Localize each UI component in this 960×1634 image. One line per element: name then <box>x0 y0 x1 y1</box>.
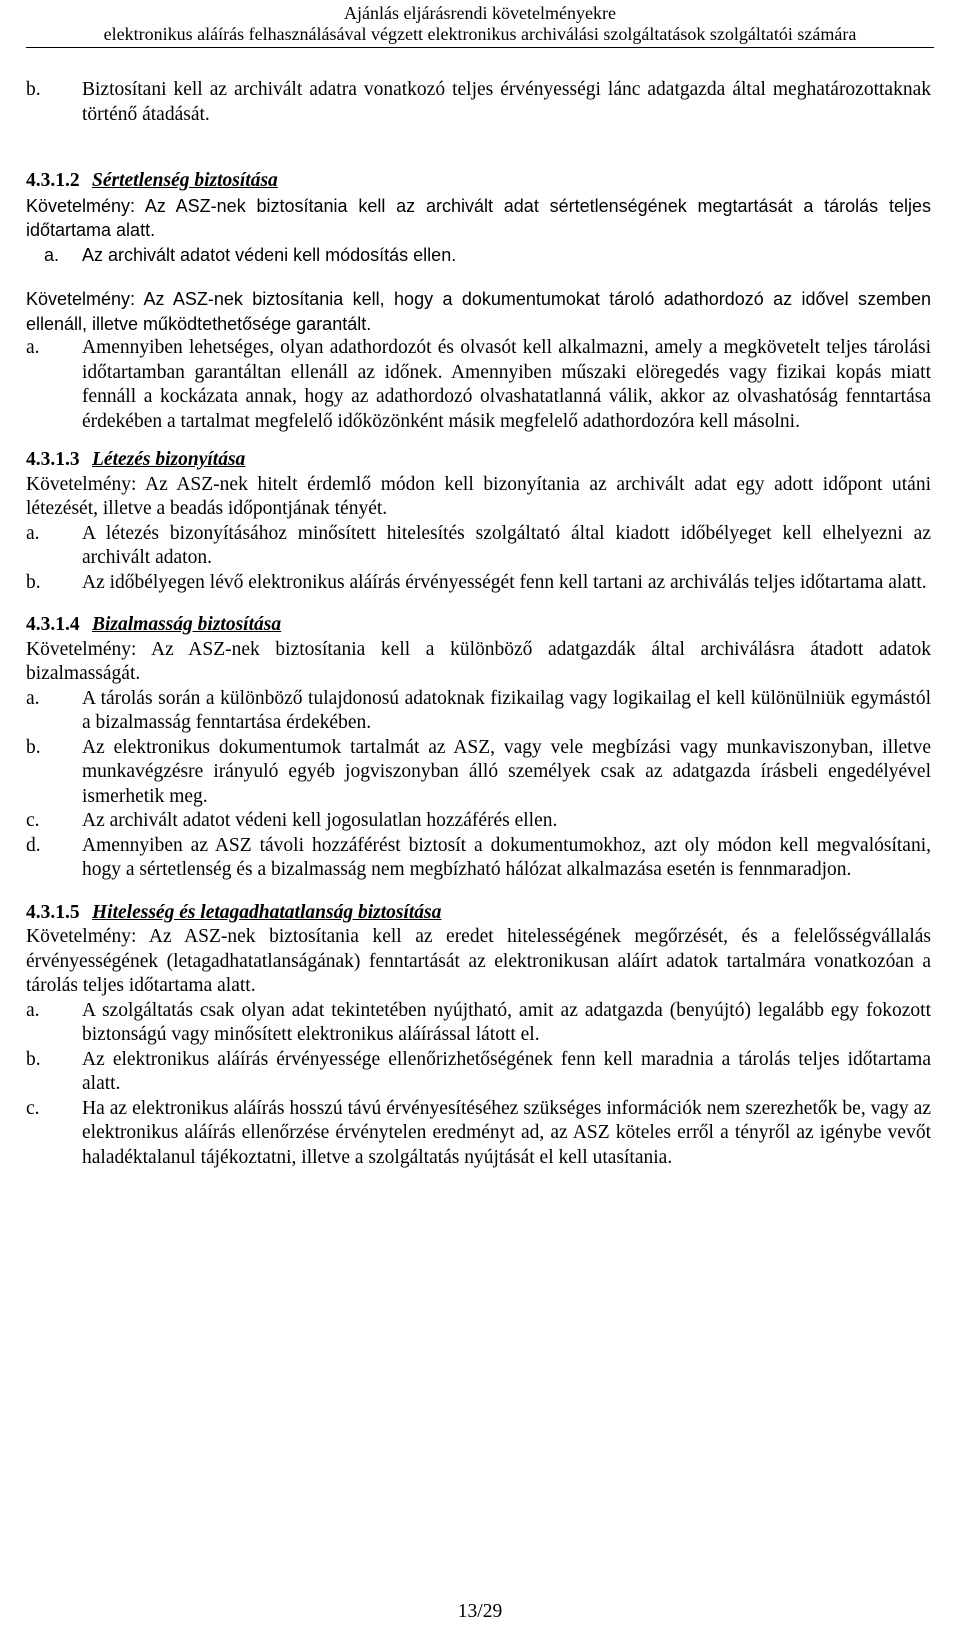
section-number: 4.3.1.3 <box>26 449 80 470</box>
list-marker: b. <box>26 1048 41 1070</box>
list-marker: a. <box>26 522 40 544</box>
section-number: 4.3.1.4 <box>26 614 80 635</box>
section-heading <box>26 169 931 194</box>
requirement-paragraph: Követelmény: Az ASZ-nek hitelt érdemlő módon kell bizonyítania az archivált adat egy adott időpont utáni létezését, illetve a beadás időpontjának tényét. <box>26 473 931 519</box>
list-item <box>26 78 931 127</box>
list-marker: d. <box>26 834 41 856</box>
section-title: Létezés bizonyítása <box>92 449 246 470</box>
list-item-text: Az archivált adatot védeni kell módosítás ellen. <box>82 244 457 265</box>
section-heading <box>26 613 931 638</box>
section-title: Bizalmasság biztosítása <box>92 614 282 635</box>
list-marker: b. <box>26 736 41 758</box>
list-item <box>26 1048 931 1097</box>
list-item <box>26 736 931 810</box>
requirement-paragraph: Követelmény: Az ASZ-nek biztosítania kell az archivált adat sértetlenségének megtartását a tárolás teljes időtartama alatt. <box>26 195 931 240</box>
section-heading <box>26 901 931 926</box>
list-item <box>26 243 931 268</box>
list-item-text: A tárolás során a különböző tulajdonosú adatoknak fizikailag vagy logikailag el kell különülniük egymástól a bizalmasság fenntartása érdekében. <box>82 687 931 733</box>
list-marker: a. <box>26 687 40 709</box>
list-item <box>26 999 931 1048</box>
section-number: 4.3.1.5 <box>26 901 80 923</box>
section-title: Hitelesség és letagadhatatlanság biztosítása <box>92 901 442 923</box>
list-item-text: Amennyiben lehetséges, olyan adathordozót és olvasót kell alkalmazni, amely a megkövetelt teljes tárolási időtartamban garantáltan ellenáll az időnek. Amennyiben műszaki elöregedés vagy fizikai kopás miatt fennáll a kockázata annak, hogy az adathordozó olvashatatlanná válik, akkor az olvashatóság fenntartása érdekében a tartalmat megfelelő időközönként másik megfelelő adathordozóra kell másolni. <box>82 337 931 432</box>
requirement-paragraph: Követelmény: Az ASZ-nek biztosítania kell a különböző adatgazdák által archiválásra átadott adatok bizalmasságát. <box>26 638 931 684</box>
list-item <box>26 687 931 736</box>
list-marker: c. <box>26 1097 40 1119</box>
section-title: Sértetlenség biztosítása <box>92 170 278 191</box>
list-marker: c. <box>26 810 40 831</box>
list-item <box>26 336 931 434</box>
list-item <box>26 809 931 834</box>
list-item <box>26 834 931 883</box>
header-title: Ajánlás eljárásrendi követelményekre <box>344 3 616 23</box>
list-item-text: Biztosítani kell az archivált adatra vonatkozó teljes érvényességi lánc adatgazda által meghatározottaknak történő átadását. <box>82 79 931 125</box>
page-header <box>0 3 960 48</box>
requirement-paragraph: Követelmény: Az ASZ-nek biztosítania kell az eredet hitelességének megőrzését, és a felelősségvállalás érvényességének (letagadhatatlanságának) fenntartását az elektronikusan aláírt adatok tartalmára vonatkozóan a tárolás teljes időtartama alatt. <box>26 926 931 996</box>
section-number: 4.3.1.2 <box>26 170 80 191</box>
list-marker: b. <box>26 571 41 593</box>
list-item <box>26 522 931 571</box>
list-marker: a. <box>26 999 40 1021</box>
list-marker: a. <box>26 337 40 358</box>
list-item-text: Az archivált adatot védeni kell jogosulatlan hozzáférés ellen. <box>82 810 558 831</box>
page-content <box>26 78 931 1170</box>
requirement-paragraph: Követelmény: Az ASZ-nek biztosítania kell, hogy a dokumentumokat tároló adathordozó az idővel szemben ellenáll, illetve működtethetősége garantált. <box>26 289 931 334</box>
list-marker: b. <box>26 79 41 100</box>
list-item-text: A létezés bizonyításához minősített hitelesítés szolgáltató által kiadott időbélyeget kell elhelyezni az archivált adaton. <box>82 522 931 568</box>
list-item-text: Ha az elektronikus aláírás hosszú távú érvényesítéséhez szükséges információk nem szerezhetők be, vagy az elektronikus aláírás ellenőrzése érvénytelen eredményt ad, az ASZ köteles erről a tényről az igénybe vevőt haladéktalanul tájékoztatni, illetve a szolgáltatás nyújtását el kell utasítania. <box>82 1097 931 1168</box>
list-item-text: Az időbélyegen lévő elektronikus aláírás érvényességét fenn kell tartani az archiválás teljes időtartama alatt. <box>82 571 927 593</box>
list-item-text: Az elektronikus dokumentumok tartalmát az ASZ, vagy vele megbízási vagy munkaviszonyban, illetve munkavégzésre irányuló egyéb jogviszonyban álló személyek csak az adatgazda írásbeli engedélyével ismerhetik meg. <box>82 736 931 807</box>
section-heading <box>26 448 931 473</box>
list-item-text: A szolgáltatás csak olyan adat tekintetében nyújtható, amit az adatgazda (benyújtó) legalább egy fokozott biztonságú vagy minősített elektronikus aláírással látott el. <box>82 999 931 1045</box>
page-number: 13/29 <box>457 1601 503 1622</box>
list-item-text: Az elektronikus aláírás érvényessége ellenőrizhetőségének fenn kell maradnia a tárolás teljes időtartama alatt. <box>82 1048 931 1094</box>
list-item <box>26 571 931 596</box>
list-item-text: Amennyiben az ASZ távoli hozzáférést biztosít a dokumentumokhoz, azt oly módon kell megvalósítani, hogy a sértetlenség és a bizalmasság nem megbízható hálózat alkalmazása esetén is fennmaradjon. <box>82 834 931 880</box>
list-item <box>26 1097 931 1171</box>
header-subtitle: elektronikus aláírás felhasználásával végzett elektronikus archiválási szolgáltatások szolgáltatói számára <box>26 24 934 48</box>
list-marker: a. <box>44 244 60 265</box>
